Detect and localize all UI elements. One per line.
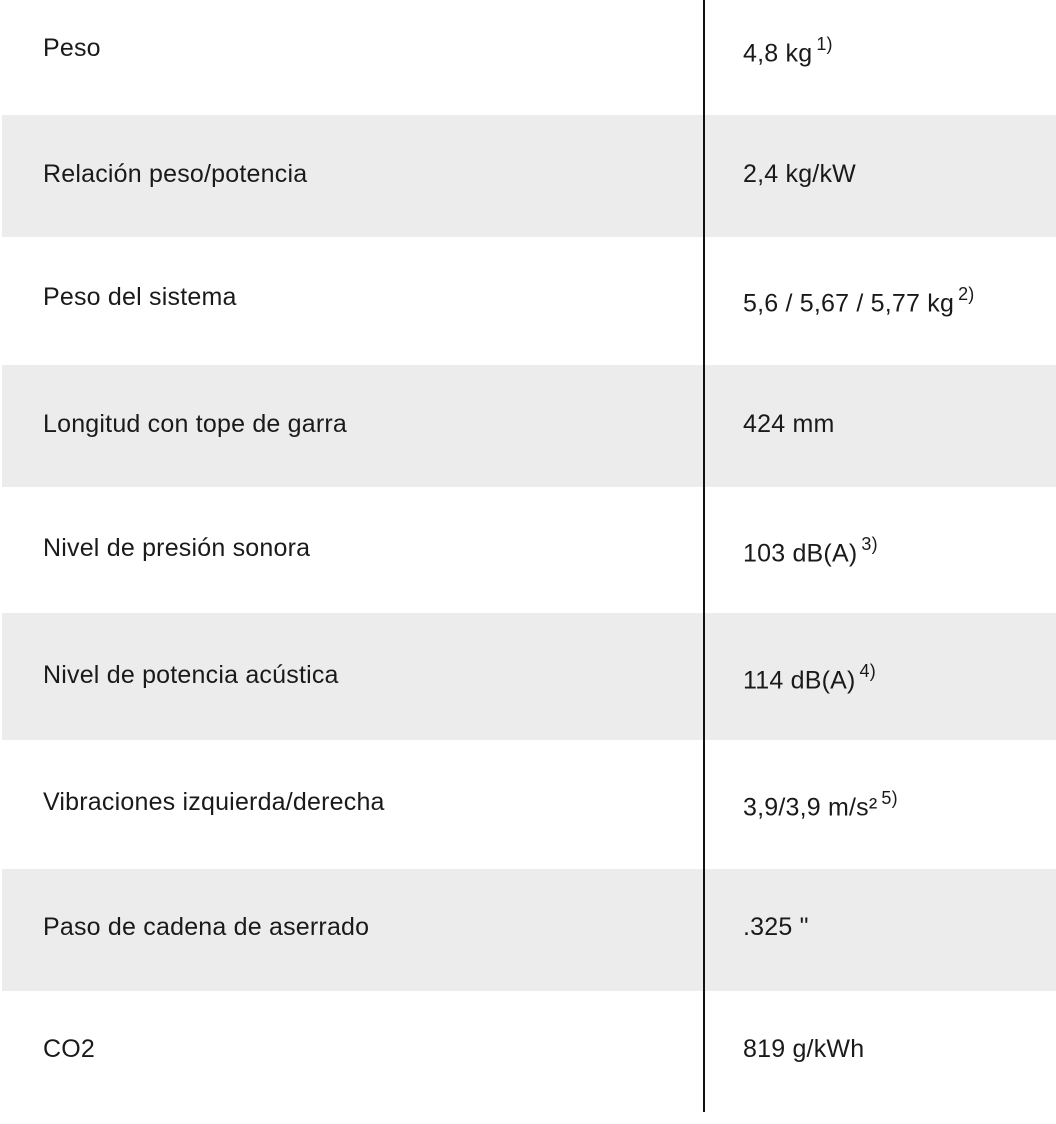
spec-value (743, 286, 975, 318)
spec-value (743, 663, 876, 695)
spec-row-potencia-acustica (2, 613, 1056, 740)
spec-label: Vibraciones izquierda/derecha (43, 788, 385, 816)
spec-value-text: 3,9/3,9 m/s² (743, 793, 878, 822)
spec-value-text: 2,4 kg/kW (743, 160, 856, 188)
spec-label: CO2 (43, 1035, 96, 1063)
spec-value-text: 114 dB(A) (743, 666, 856, 695)
spec-label: Longitud con tope de garra (43, 410, 348, 438)
spec-value (743, 536, 878, 568)
spec-label: Relación peso/potencia (43, 160, 308, 188)
spec-row-peso-sistema (2, 237, 1056, 365)
spec-value-text: .325 " (743, 913, 809, 941)
footnote-marker: 3) (861, 534, 878, 554)
spec-row-vibraciones (2, 740, 1056, 869)
spec-value (743, 410, 835, 439)
spec-label: Nivel de presión sonora (43, 534, 311, 562)
spec-label: Peso del sistema (43, 283, 237, 311)
spec-value (743, 1035, 864, 1064)
footnote-marker: 2) (958, 284, 975, 304)
footnote-marker: 5) (881, 788, 898, 808)
spec-value (743, 160, 856, 189)
column-divider (703, 0, 705, 1112)
footnote-marker: 1) (816, 34, 833, 54)
spec-row-longitud (2, 365, 1056, 487)
spec-label: Paso de cadena de aserrado (43, 913, 370, 941)
spec-row-relacion-peso-potencia (2, 115, 1056, 237)
spec-value (743, 913, 809, 942)
spec-row-co2 (2, 991, 1056, 1112)
spec-value (743, 790, 898, 822)
spec-value-text: 4,8 kg (743, 39, 813, 68)
spec-value-text: 5,6 / 5,67 / 5,77 kg (743, 289, 955, 318)
spec-row-peso (2, 0, 1056, 115)
spec-row-paso-cadena (2, 869, 1056, 991)
footnote-marker: 4) (859, 661, 876, 681)
spec-value-text: 819 g/kWh (743, 1035, 865, 1063)
spec-label: Nivel de potencia acústica (43, 661, 339, 689)
spec-value (743, 36, 833, 68)
spec-label: Peso (43, 34, 101, 62)
spec-table (2, 0, 1056, 1112)
spec-value-text: 424 mm (743, 410, 835, 438)
spec-value-text: 103 dB(A) (743, 539, 858, 568)
spec-row-presion-sonora (2, 487, 1056, 613)
